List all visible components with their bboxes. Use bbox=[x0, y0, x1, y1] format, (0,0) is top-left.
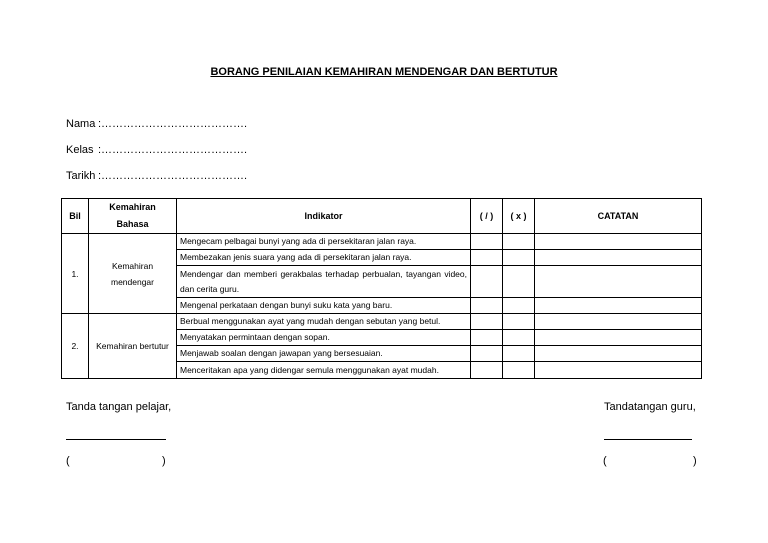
indicator-cell: Menceritakan apa yang didengar semula menggunakan ayat mudah. bbox=[177, 362, 471, 379]
assessment-table bbox=[61, 198, 702, 379]
student-name-close-paren: ) bbox=[162, 455, 166, 467]
field-tarikh bbox=[66, 170, 247, 182]
teacher-signature-line[interactable] bbox=[604, 439, 692, 440]
indicator-cell: Berbual menggunakan ayat yang mudah dengan sebutan yang betul. bbox=[177, 314, 471, 330]
teacher-name-open-paren: ( bbox=[603, 455, 607, 467]
tick-cell[interactable] bbox=[471, 250, 503, 266]
form-title: BORANG PENILAIAN KEMAHIRAN MENDENGAR DAN BERTUTUR bbox=[210, 66, 558, 78]
catatan-cell[interactable] bbox=[535, 330, 702, 346]
student-signature-line[interactable] bbox=[66, 439, 166, 440]
catatan-cell[interactable] bbox=[535, 250, 702, 266]
catatan-cell[interactable] bbox=[535, 362, 702, 379]
tick-cell[interactable] bbox=[471, 298, 503, 314]
field-kelas-label: Kelas bbox=[66, 144, 94, 156]
student-name-open-paren: ( bbox=[66, 455, 70, 467]
header-kemahiran: Kemahiran Bahasa bbox=[89, 199, 177, 234]
tick-cell[interactable] bbox=[471, 362, 503, 379]
catatan-cell[interactable] bbox=[535, 314, 702, 330]
header-bil: Bil bbox=[62, 199, 89, 234]
indicator-cell: Menjawab soalan dengan jawapan yang bersesuaian. bbox=[177, 346, 471, 362]
tick-cell[interactable] bbox=[471, 234, 503, 250]
indicator-cell: Mendengar dan memberi gerakbalas terhadap perbualan, tayangan video, dan cerita guru. bbox=[177, 266, 471, 298]
catatan-cell[interactable] bbox=[535, 346, 702, 362]
tick-cell[interactable] bbox=[471, 314, 503, 330]
row-kemahiran: Kemahiran mendengar bbox=[89, 234, 177, 314]
tick-cell[interactable] bbox=[471, 346, 503, 362]
header-cross: ( x ) bbox=[503, 199, 535, 234]
indicator-cell: Membezakan jenis suara yang ada di persekitaran jalan raya. bbox=[177, 250, 471, 266]
cross-cell[interactable] bbox=[503, 298, 535, 314]
tick-cell[interactable] bbox=[471, 266, 503, 298]
cross-cell[interactable] bbox=[503, 250, 535, 266]
row-bil: 1. bbox=[62, 234, 89, 314]
field-nama-label: Nama bbox=[66, 118, 96, 130]
indicator-cell: Menyatakan permintaan dengan sopan. bbox=[177, 330, 471, 346]
tick-cell[interactable] bbox=[471, 330, 503, 346]
catatan-cell[interactable] bbox=[535, 234, 702, 250]
cross-cell[interactable] bbox=[503, 362, 535, 379]
teacher-signature-label: Tandatangan guru, bbox=[604, 401, 696, 413]
teacher-name-close-paren: ) bbox=[693, 455, 697, 467]
table-row bbox=[62, 234, 702, 250]
field-kelas-value[interactable]: :…………………………………. bbox=[98, 144, 248, 156]
table-row bbox=[62, 314, 702, 330]
table-header-row bbox=[62, 199, 702, 234]
cross-cell[interactable] bbox=[503, 346, 535, 362]
cross-cell[interactable] bbox=[503, 234, 535, 250]
header-tick: ( / ) bbox=[471, 199, 503, 234]
student-signature-label: Tanda tangan pelajar, bbox=[66, 401, 172, 413]
field-nama-value[interactable]: :…………………………………. bbox=[98, 118, 248, 130]
row-bil: 2. bbox=[62, 314, 89, 379]
cross-cell[interactable] bbox=[503, 330, 535, 346]
field-tarikh-label: Tarikh bbox=[66, 170, 96, 182]
header-catatan: CATATAN bbox=[535, 199, 702, 234]
field-nama bbox=[66, 118, 247, 130]
catatan-cell[interactable] bbox=[535, 266, 702, 298]
indicator-cell: Mengenal perkataan dengan bunyi suku kata yang baru. bbox=[177, 298, 471, 314]
field-kelas bbox=[66, 144, 247, 156]
row-kemahiran: Kemahiran bertutur bbox=[89, 314, 177, 379]
indicator-cell: Mengecam pelbagai bunyi yang ada di persekitaran jalan raya. bbox=[177, 234, 471, 250]
field-tarikh-value[interactable]: :…………………………………. bbox=[98, 170, 248, 182]
catatan-cell[interactable] bbox=[535, 298, 702, 314]
header-indikator: Indikator bbox=[177, 199, 471, 234]
cross-cell[interactable] bbox=[503, 314, 535, 330]
cross-cell[interactable] bbox=[503, 266, 535, 298]
